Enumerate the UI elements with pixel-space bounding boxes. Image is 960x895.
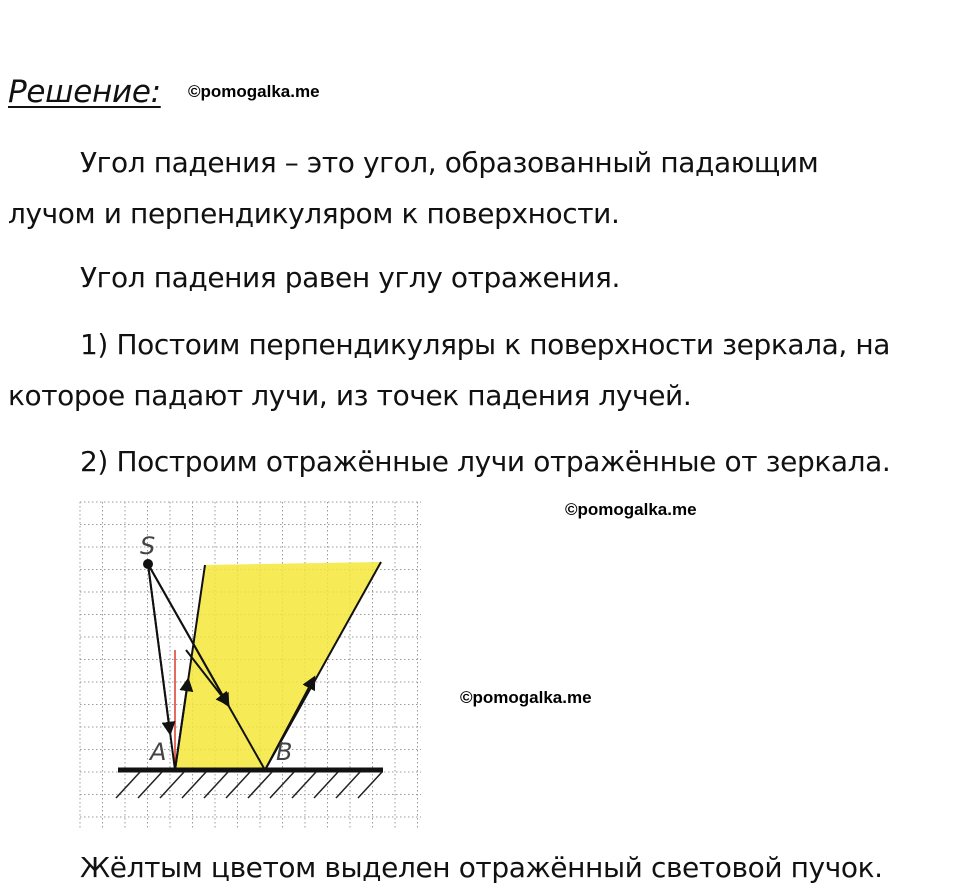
paragraph-step-1-line1: 1) Постоим перпендикуляры к поверхности зеркала, на	[80, 328, 891, 361]
watermark-lower: ©pomogalka.me	[460, 688, 592, 707]
paragraph-law	[8, 252, 960, 303]
paragraph-step-1	[8, 319, 960, 421]
watermark-middle: ©pomogalka.me	[565, 500, 697, 519]
solution-heading: Решение:	[8, 74, 161, 110]
label-point-a: A	[150, 738, 167, 766]
paragraph-step-2	[8, 436, 960, 487]
caption	[8, 842, 960, 893]
paragraph-law-line1: Угол падения равен углу отражения.	[80, 261, 620, 294]
label-point-b: B	[276, 738, 293, 766]
paragraph-definition	[8, 137, 960, 239]
mirror-hatch-stroke	[182, 772, 206, 798]
paragraph-definition-line1: Угол падения – это угол, образованный падающим	[80, 146, 819, 179]
light-source-point	[143, 559, 153, 569]
incident-ray-a-arrow	[148, 564, 170, 733]
paragraph-definition-line2: лучом и перпендикуляром к поверхности.	[8, 197, 620, 230]
label-source: S	[140, 532, 156, 560]
reflection-diagram	[78, 500, 423, 830]
paragraph-step-1-line2: которое падают лучи, из точек падения лучей.	[8, 379, 692, 412]
paragraph-step-2-line1: 2) Построим отражённые лучи отражённые от зеркала.	[80, 445, 891, 478]
caption-line: Жёлтым цветом выделен отражённый световой пучок.	[80, 851, 883, 884]
mirror-hatch-stroke	[314, 772, 338, 798]
mirror-hatch-stroke	[358, 772, 382, 798]
mirror-hatch-stroke	[138, 772, 162, 798]
watermark-top: ©pomogalka.me	[188, 82, 320, 101]
